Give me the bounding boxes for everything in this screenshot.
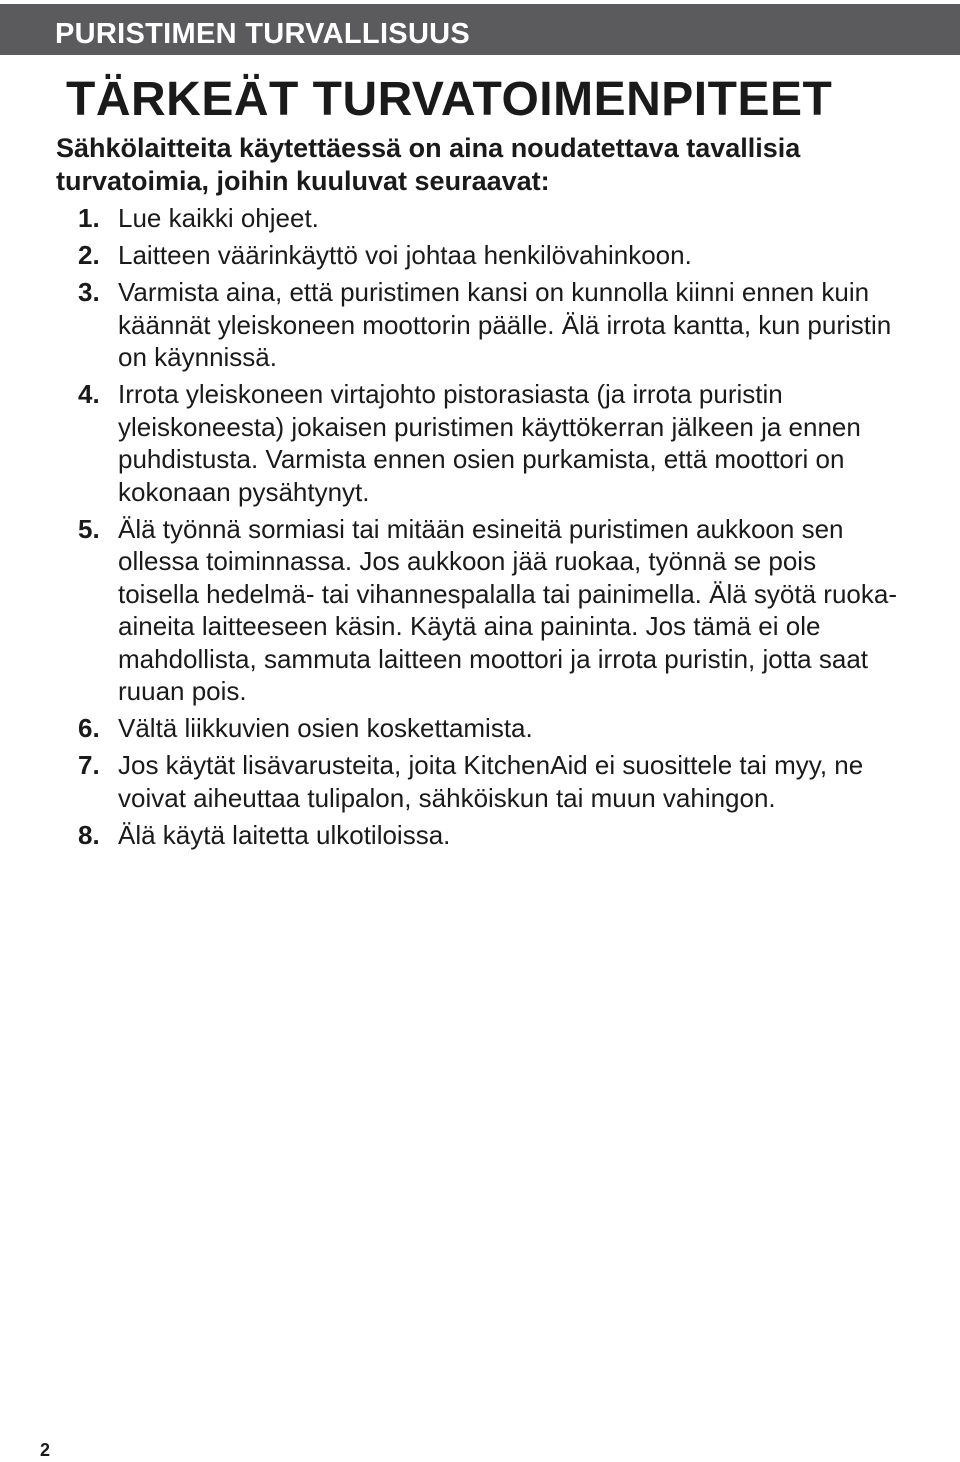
item-number: 5. — [78, 513, 100, 544]
item-text: Lue kaikki ohjeet. — [118, 203, 319, 233]
item-number: 2. — [78, 240, 100, 270]
safety-instructions-list — [78, 202, 898, 856]
item-text: Vältä liikkuvien osien koskettamista. — [118, 713, 533, 743]
list-item — [78, 239, 898, 272]
list-item — [78, 513, 898, 708]
item-text: Varmista aina, että puristimen kansi on kunnolla kiinni ennen kuin käännät yleiskoneen moottorin päälle. Älä irrota kantta, kun puristin on käynnissä. — [118, 277, 892, 372]
item-text: Laitteen väärinkäyttö voi johtaa henkilövahinkoon. — [118, 240, 692, 270]
item-text: Älä käytä laitetta ulkotiloissa. — [118, 819, 451, 850]
list-item — [78, 202, 898, 235]
section-title: PURISTIMEN TURVALLISUUS — [55, 18, 471, 50]
list-item — [78, 749, 898, 814]
item-text: Älä työnnä sormiasi tai mitään esineitä puristimen aukkoon sen ollessa toiminnassa. Jos aukkoon jää ruokaa, työnnä se pois toisella hedelmä- tai vihannespalalla tai painimella. Älä syötä ruoka-aineita laitteeseen käsin. Käytä aina paininta. Jos tämä ei ole mahdollista, sammuta laitteen moottori ja irrota puristin, jotta saat ruuan pois. — [118, 513, 897, 706]
intro-text: Sähkölaitteita käytettäessä on aina noudatettava tavallisia turvatoimia, joihin kuuluvat seuraavat: — [56, 133, 801, 196]
section-header-bar — [0, 4, 960, 55]
list-item — [78, 819, 898, 852]
item-number: 8. — [78, 819, 100, 850]
page-title: TÄRKEÄT TURVATOIMENPITEET — [66, 73, 833, 126]
list-item — [78, 712, 898, 745]
item-number: 4. — [78, 379, 100, 409]
item-text: Irrota yleiskoneen virtajohto pistorasiasta (ja irrota puristin yleiskoneesta) jokaisen puristimen käyttökerran jälkeen ja ennen puhdistusta. Varmista ennen osien purkamista, että moottori on kokonaan pysähtynyt. — [118, 379, 861, 507]
item-number: 7. — [78, 750, 100, 780]
item-number: 6. — [78, 713, 100, 743]
list-item — [78, 378, 898, 508]
item-text: Jos käytät lisävarusteita, joita KitchenAid ei suosittele tai myy, ne voivat aiheuttaa tulipalon, sähköiskun tai muun vahingon. — [118, 750, 864, 813]
list-item — [78, 276, 898, 374]
item-number: 1. — [78, 203, 100, 233]
page-number: 2 — [40, 1440, 51, 1460]
item-number: 3. — [78, 277, 100, 307]
